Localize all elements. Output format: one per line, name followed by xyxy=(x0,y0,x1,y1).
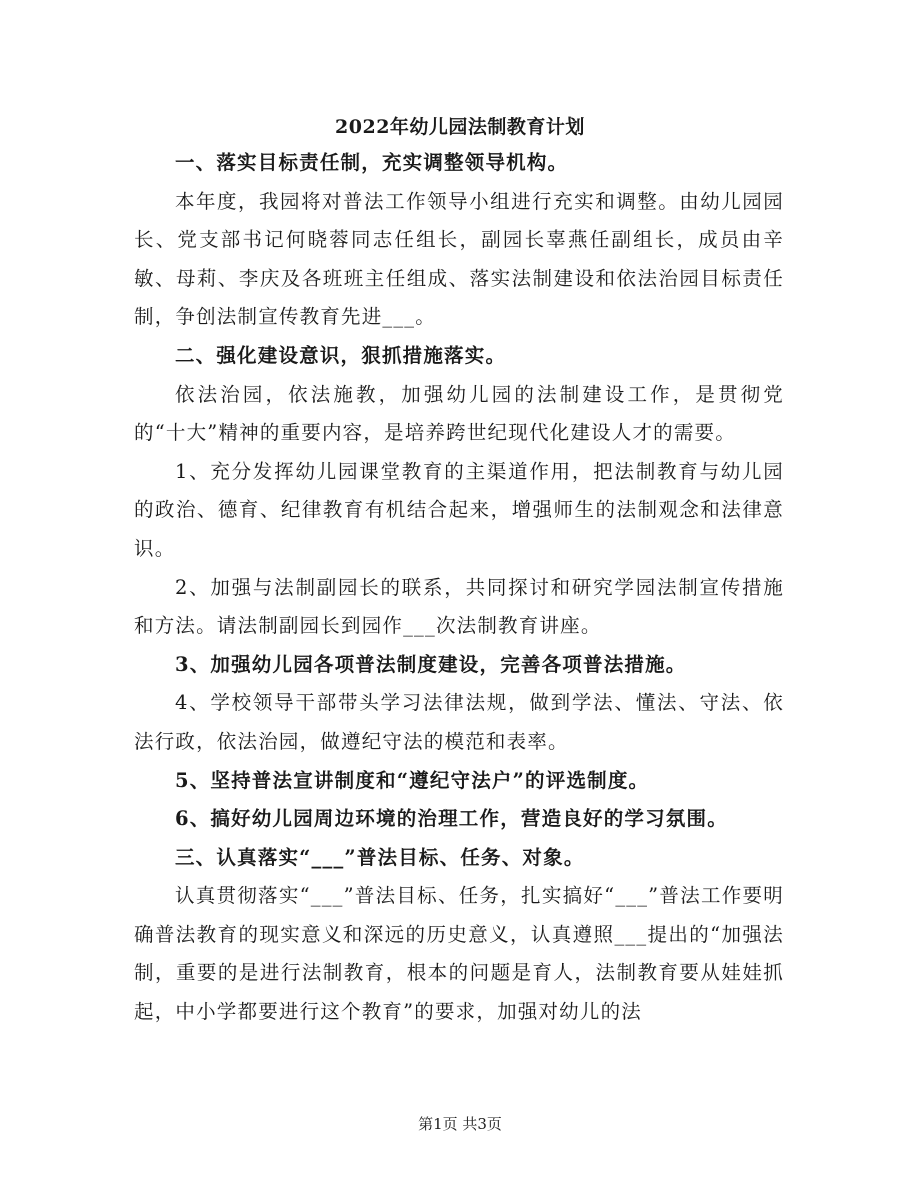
page-footer: 第1页 共3页 xyxy=(418,1115,502,1133)
body-paragraph: 依法治园，依法施教，加强幼儿园的法制建设工作，是贯彻党的“十大”精神的重要内容，是培养跨世纪现代化建设人才的需要。 xyxy=(134,382,784,445)
body-paragraph: 2、加强与法制副园长的联系，共同探讨和研究学园法制宣传措施和方法。请法制副园长到园作___次法制教育讲座。 xyxy=(134,575,784,638)
body-paragraph: 本年度，我园将对普法工作领导小组进行充实和调整。由幼儿园园长、党支部书记何晓蓉同志任组长，副园长辜燕任副组长，成员由辛敏、母莉、李庆及各班班主任组成、落实法制建设和依法治园目标责任制，争创法制宣传教育先进___。 xyxy=(134,189,784,329)
document-body xyxy=(134,144,784,1032)
document-title: 2022年幼儿园法制教育计划 xyxy=(335,116,585,138)
section-heading: 三、认真落实“___”普法目标、任务、对象。 xyxy=(174,845,585,869)
section-heading: 6、搞好幼儿园周边环境的治理工作，营造良好的学习氛围。 xyxy=(174,807,728,831)
section-heading: 二、强化建设意识，狠抓措施落实。 xyxy=(174,343,507,367)
body-paragraph: 认真贯彻落实“___”普法目标、任务，扎实搞好“___”普法工作要明确普法教育的现实意义和深远的历史意义，认真遵照___提出的“加强法制，重要的是进行法制教育，根本的问题是育人，法制教育要从娃娃抓起，中小学都要进行这个教育”的要求，加强对幼儿的法 xyxy=(134,884,784,1024)
section-heading: 5、坚持普法宣讲制度和“遵纪守法户”的评选制度。 xyxy=(174,768,650,792)
body-paragraph: 1、充分发挥幼儿园课堂教育的主渠道作用，把法制教育与幼儿园的政治、德育、纪律教育有机结合起来，增强师生的法制观念和法律意识。 xyxy=(134,459,784,560)
section-heading: 3、加强幼儿园各项普法制度建设，完善各项普法措施。 xyxy=(174,652,687,676)
section-heading: 一、落实目标责任制，充实调整领导机构。 xyxy=(174,151,569,174)
body-paragraph: 4、学校领导干部带头学习法律法规，做到学法、懂法、守法、依法行政，依法治园，做遵纪守法的模范和表率。 xyxy=(134,691,784,753)
